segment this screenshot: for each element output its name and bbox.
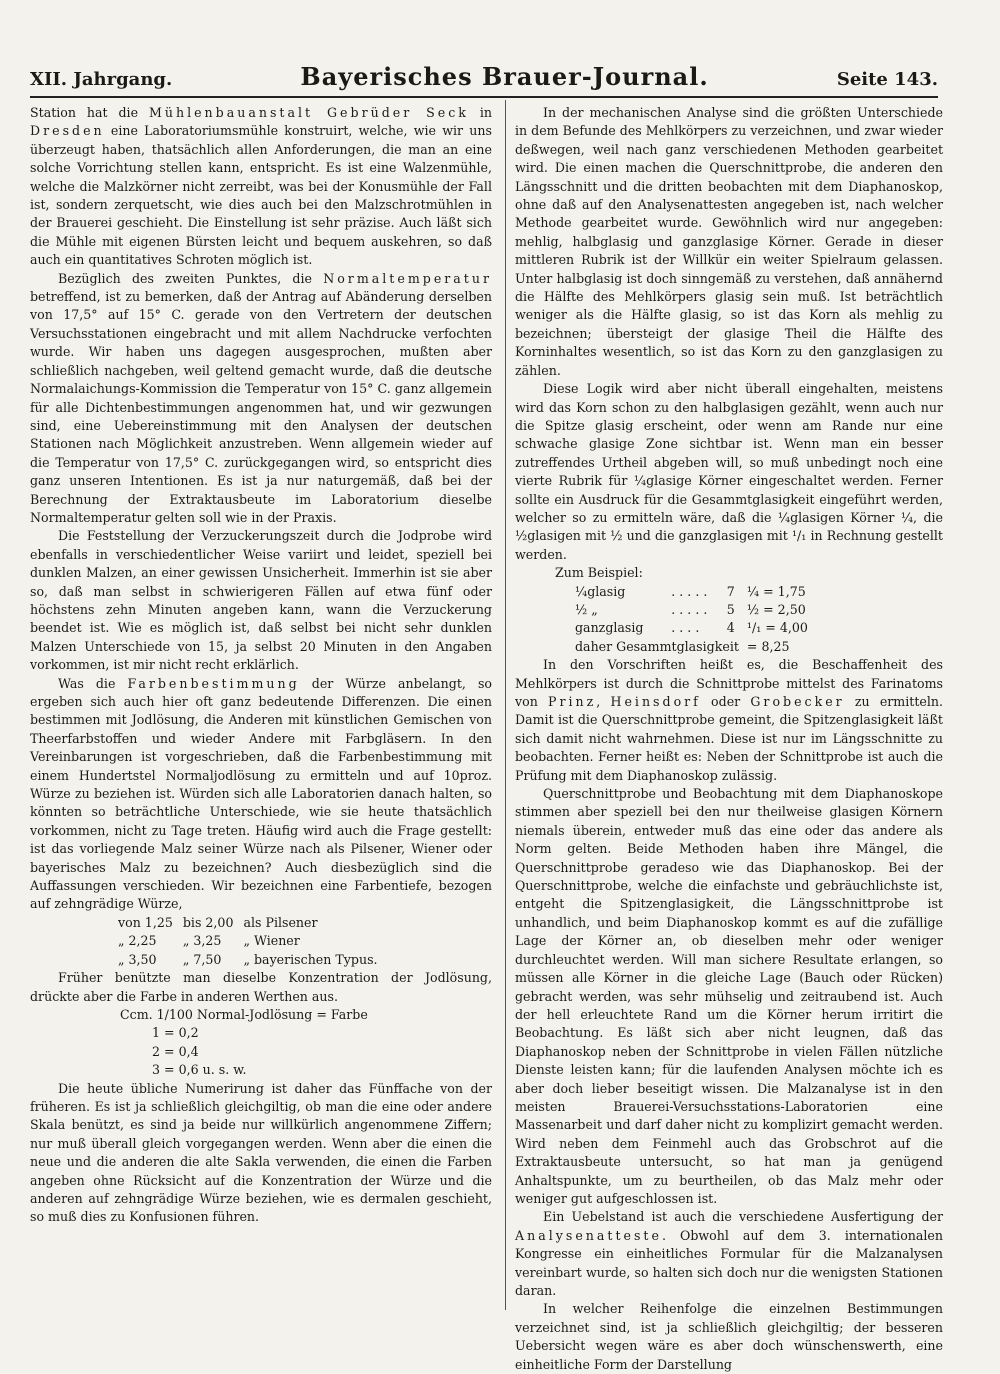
paragraph: Die Feststellung der Verzuckerungszeit durch die Jodprobe wird ebenfalls in verschiedentlicher Weise variirt und leidet, speziell bei dunklen Malzen, an einer gewissen Unsicherheit. Immerhin ist sie aber so, daß man selbst in schwierigeren Fällen auf etwa fünf oder höchstens zehn Minuten angeben kann, wann die Verzuckerung beendet ist. Wie es möglich ist, daß selbst bei nicht sehr dunklen Malzen Unterschiede von 15, ja selbst 20 Minuten in den Angaben vorkommen, ist mir nicht recht erklärlich. xyxy=(30,528,492,673)
table-row: daher Gesammtglasigkeit = 8,25 xyxy=(575,638,790,654)
header-rule xyxy=(30,96,938,98)
volume-label: XII. Jahrgang. xyxy=(30,69,173,90)
paragraph: In der mechanischen Analyse sind die größten Unterschiede in dem Befunde des Mehlkörpers zu verzeichnen, und zwar wieder deßwegen, weil nach ganz verschiedenen Methoden gearbeitet wird. Die einen machen die Querschnittprobe, die anderen den Längsschnitt und die dritten beobachten mit dem Diaphanoskop, ohne daß auf den Analysenattesten angegeben ist, nach welcher Methode gearbeitet wurde. Gewöhnlich wird nur angegeben: mehlig, halbglasig und ganzglasige Körner. Gerade in dieser mittleren Rubrik ist der Willkür ein weiter Spielraum gelassen. Unter halbglasig ist doch sinngemäß zu verstehen, daß annähernd die Hälfte des Mehlkörpers glasig sein muß. Ist beträchtlich weniger als die Hälfte glasig, so ist das Korn als mehlig zu bezeichnen; übersteigt der glasige Theil die Hälfte des Korninhaltes wesentlich, so ist das Korn zu den ganzglasigen zu zählen. xyxy=(515,105,943,378)
paragraph: In welcher Reihenfolge die einzelnen Bestimmungen verzeichnet sind, ist ja schließlich gleichgiltig; der besseren Uebersicht wegen wäre es aber doch wünschenswerth, eine einheitliche Form der Darstellung xyxy=(515,1301,943,1372)
example-label: Zum Beispiel: xyxy=(555,565,643,581)
table-row: „ 3,50 „ 7,50 „ bayerischen Typus. xyxy=(118,951,378,967)
table-row: 1 = 0,2 xyxy=(120,1025,199,1041)
table-row: ganzglasig . . . . 4 ¹/₁ = 4,00 xyxy=(575,620,808,636)
table-row: „ 2,25 „ 3,25 „ Wiener xyxy=(118,933,300,949)
color-scale-table xyxy=(118,914,388,969)
table-row: ½ „ . . . . . 5 ½ = 2,50 xyxy=(575,601,806,617)
page-header xyxy=(30,62,938,92)
paragraph: Bezüglich des zweiten Punktes, die Normaltemperatur betreffend, ist zu bemerken, daß der Antrag auf Abänderung derselben von 17,5° auf 15° C. gerade von den Vertretern der deutschen Versuchsstationen eingebracht und mit allem Nachdrucke verfochten wurde. Wir haben uns dagegen ausgesprochen, mußten aber schließlich nachgeben, weil geltend gemacht wurde, daß die deutsche Normalaichungs-Kommission die Temperatur von 15° C. ganz allgemein für alle Dichtenbestimmungen angenommen hat, und wir gezwungen sind, eine Uebereinstimmung mit den Analysen der deutschen Stationen nach Möglichkeit anzustreben. Wenn allgemein wieder auf die Temperatur von 17,5° C. zurückgegangen wird, so entspricht dies ganz unseren Intentionen. Es ist ja nur naturgemäß, daß bei der Berechnung der Extraktausbeute im Laboratorium dieselbe Normaltemperatur gelten soll wie in der Praxis. xyxy=(30,270,492,525)
paragraph: Querschnittprobe und Beobachtung mit dem Diaphanoskope stimmen aber speziell bei den nur theilweise glasigen Körnern niemals überein, entweder muß das eine oder das andere als Norm gelten. Beide Methoden haben ihre Mängel, die Querschnittprobe geradeso wie das Diaphanoskop. Bei der Querschnittprobe, welche die einfachste und gebräuchlichste ist, entgeht die Spitzenglasigkeit, die Längsschnittprobe ist unhandlich, und beim Diaphanoskop kommt es auf die zufällige Lage der Körner an, ob dieselben mehr oder weniger durchleuchtet werden. Will man sichere Resultate erlangen, so müssen alle Körner in die gleiche Lage (Bauch oder Rücken) gebracht werden, was sehr mühselig und zeitraubend ist. Auch der hell erleuchtete Rand um die Körner herum irritirt die Beobachtung. Es läßt sich aber nicht leugnen, daß das Diaphanoskop neben der Schnittprobe in vielen Fällen nützliche Dienste leisten kann; für die laufenden Analysen möchte ich es aber doch lieber beseitigt wissen. Die Malzanalyse ist in den meisten Brauerei-Versuchsstations-Laboratorien eine Massenarbeit und darf daher nicht zu komplizirt gemacht werden. Wird neben dem Feinmehl auch das Grobschrot auf die Extraktausbeute untersucht, so hat man ja genügend Anhaltspunkte, um zu beurtheilen, ob das Malz mehr oder weniger gut aufgeschlossen ist. xyxy=(515,786,943,1206)
journal-title: Bayerisches Brauer-Journal. xyxy=(300,62,709,91)
table-row: ¼glasig . . . . . 7 ¼ = 1,75 xyxy=(575,583,806,599)
paragraph: Ein Uebelstand ist auch die verschiedene Ausfertigung der Analysenatteste. Obwohl auf dem 3. internationalen Kongresse ein einheitliches Formular für die Malzanalysen vereinbart wurde, so halten sich doch nur die wenigsten Stationen daran. xyxy=(515,1209,943,1298)
paragraph: Die heute übliche Numerirung ist daher das Fünffache von der früheren. Es ist ja schließlich gleichgiltig, ob man die eine oder andere Skala benützt, es sind ja beide nur willkürlich angenommene Ziffern; nur muß überall gleich vorgegangen werden. Wenn aber die einen die neue und die anderen die alte Sakla verwenden, die einen die Farben angeben ohne Rücksicht auf die Konzentration der Würze und die anderen auf zehngrädige Würze beziehen, wie es dermalen geschieht, so muß dies zu Konfusionen führen. xyxy=(30,1080,492,1225)
paragraph: In den Vorschriften heißt es, die Beschaffenheit des Mehlkörpers ist durch die Schnittprobe mittelst des Farinatoms von Prinz, Heinsdorf oder Grobecker zu ermitteln. Damit ist die Querschnittprobe gemeint, die Spitzenglasigkeit läßt sich damit nicht wahrnehmen. Diese ist nur im Längsschnitte zu beobachten. Ferner heißt es: Neben der Schnittprobe ist auch die Prüfung mit dem Diaphanoskop zulässig. xyxy=(515,657,943,783)
glassiness-table xyxy=(575,583,816,657)
paragraph: Was die Farbenbestimmung der Würze anbelangt, so ergeben sich auch hier oft ganz bedeutende Differenzen. Die einen bestimmen mit Jodlösung, die Anderen mit künstlichen Gemischen von Theerfarbstoffen und wieder Andere mit Farbgläsern. In den Vereinbarungen ist vorgeschrieben, daß die Farbenbestimmung mit einem Hundertstel Normaljodlösung zu ermitteln und auf 10proz. Würze zu beziehen ist. Würden sich alle Laboratorien danach halten, so könnten so beträchtliche Unterschiede, wie sie heute thatsächlich vorkommen, nicht zu Tage treten. Häufig wird auch die Frage gestellt: ist das vorliegende Malz seiner Würze nach als Pilsener, Wiener oder bayerisches Malz zu bezeichnen? Auch diesbezüglich sind die Auffassungen verschieden. Wir bezeichnen eine Farbentiefe, bezogen auf zehngrädige Würze, xyxy=(30,675,492,912)
paragraph: Diese Logik wird aber nicht überall eingehalten, meistens wird das Korn schon zu den halbglasigen gezählt, wenn auch nur die Spitze glasig erscheint, oder wenn am Rande nur eine schwache glasige Zone sichtbar ist. Wenn man ein besser zutreffendes Urtheil abgeben will, so muß unbedingt noch eine vierte Rubrik für ¼glasige Körner eingeschaltet werden. Ferner sollte ein Ausdruck für die Gesammtglasigkeit eingeführt werden, welcher so zu ermitteln wäre, daß die ¼glasigen Körner ¼, die ½glasigen mit ½ und die ganzglasigen mit ¹/₁ in Rechnung gestellt werden. xyxy=(515,381,943,562)
table-row: 2 = 0,4 xyxy=(120,1043,199,1059)
paragraph: Früher benützte man dieselbe Konzentration der Jodlösung, drückte aber die Farbe in anderen Werthen aus. xyxy=(30,970,492,1004)
example-block xyxy=(555,564,943,656)
table-row: Ccm. 1/100 Normal-Jodlösung = Farbe xyxy=(120,1006,368,1022)
right-column xyxy=(515,104,943,1372)
table-row: 3 = 0,6 u. s. w. xyxy=(120,1062,247,1078)
table-row: von 1,25 bis 2,00 als Pilsener xyxy=(118,914,318,930)
paragraph: Station hat die Mühlenbauanstalt Gebrüder Seck in Dresden eine Laboratoriumsmühle konstruirt, welche, wie wir uns überzeugt haben, thatsächlich allen Anforderungen, die man an eine solche Vorrichtung stellen kann, entspricht. Es ist eine Walzenmühle, welche die Malzkörner nicht zerreibt, was bei der Konusmühle der Fall ist, sondern zerquetscht, wie dies auch bei den Malzschrotmühlen in der Brauerei geschieht. Die Einstellung ist sehr präzise. Auch läßt sich die Mühle mit eigenen Bürsten leicht und bequem auskehren, so daß auch ein quantitatives Schroten möglich ist. xyxy=(30,105,492,268)
left-column xyxy=(30,104,492,1316)
page-number: Seite 143. xyxy=(836,69,938,90)
iodine-conversion-table xyxy=(120,1006,492,1080)
column-divider xyxy=(505,100,506,1310)
